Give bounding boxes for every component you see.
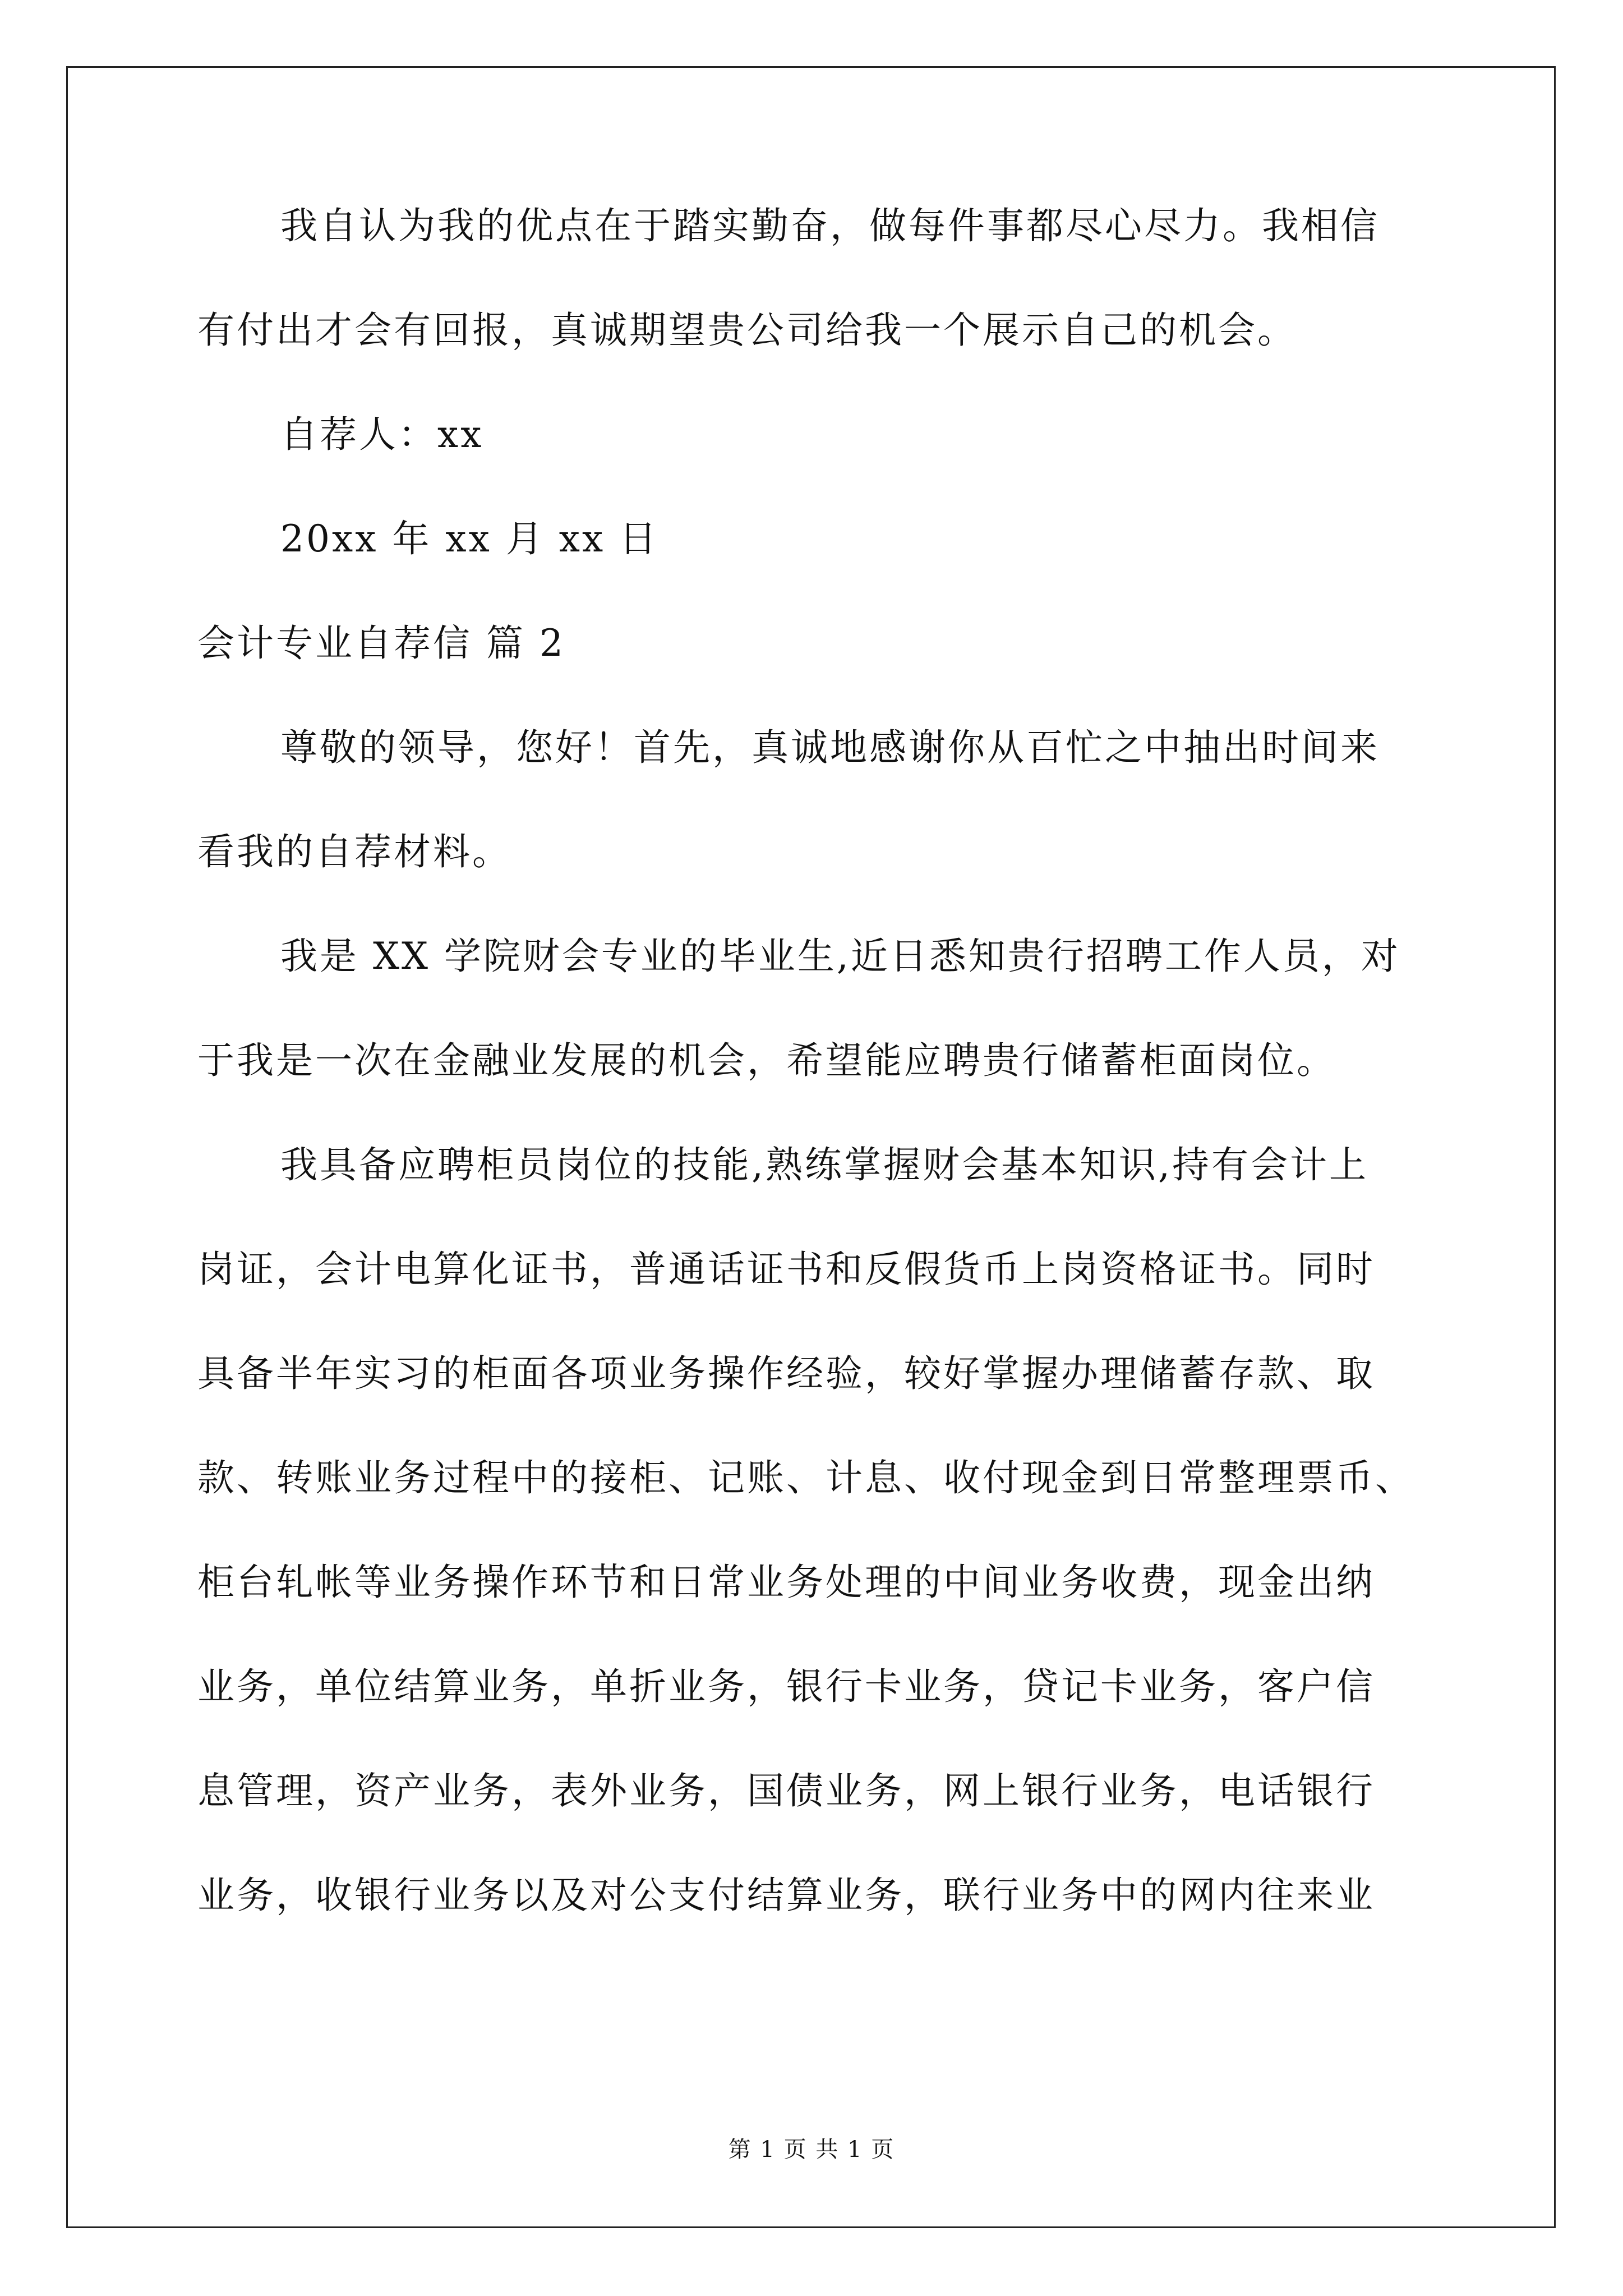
page-number-footer: 第 1 页 共 1 页: [728, 2137, 895, 2162]
paragraph-line: 岗证，会计电算化证书，普通话证书和反假货币上岗资格证书。同时: [197, 1248, 1375, 1291]
section-heading: 会计专业自荐信 篇 2: [197, 622, 565, 665]
paragraph-line: 我是 XX 学院财会专业的毕业生,近日悉知贵行招聘工作人员，对: [280, 935, 1400, 978]
paragraph-line: 业务，单位结算业务，单折业务，银行卡业务，贷记卡业务，客户信: [197, 1665, 1375, 1708]
paragraph-line: 业务，收银行业务以及对公支付结算业务，联行业务中的网内往来业: [197, 1874, 1375, 1917]
paragraph-line: 柜台轧帐等业务操作环节和日常业务处理的中间业务收费，现金出纳: [197, 1561, 1375, 1604]
document-body: [197, 204, 1448, 1981]
signature-line: 自荐人：xx: [280, 413, 484, 456]
date-line: 20xx 年 xx 月 xx 日: [280, 517, 659, 560]
paragraph-line: 我自认为我的优点在于踏实勤奋，做每件事都尽心尽力。我相信: [280, 204, 1380, 247]
paragraph-line: 款、转账业务过程中的接柜、记账、计息、收付现金到日常整理票币、: [197, 1456, 1414, 1499]
paragraph-line: 看我的自荐材料。: [197, 830, 511, 873]
paragraph-line: 于我是一次在金融业发展的机会，希望能应聘贵行储蓄柜面岗位。: [197, 1039, 1336, 1082]
paragraph-line: 息管理，资产业务，表外业务，国债业务，网上银行业务，电话银行: [197, 1769, 1375, 1812]
paragraph-line: 我具备应聘柜员岗位的技能,熟练掌握财会基本知识,持有会计上: [280, 1143, 1368, 1186]
paragraph-line: 有付出才会有回报，真诚期望贵公司给我一个展示自己的机会。: [197, 309, 1297, 352]
paragraph-line: 尊敬的领导，您好！首先，真诚地感谢你从百忙之中抽出时间来: [280, 726, 1380, 769]
paragraph-line: 具备半年实习的柜面各项业务操作经验，较好掌握办理储蓄存款、取: [197, 1352, 1375, 1395]
